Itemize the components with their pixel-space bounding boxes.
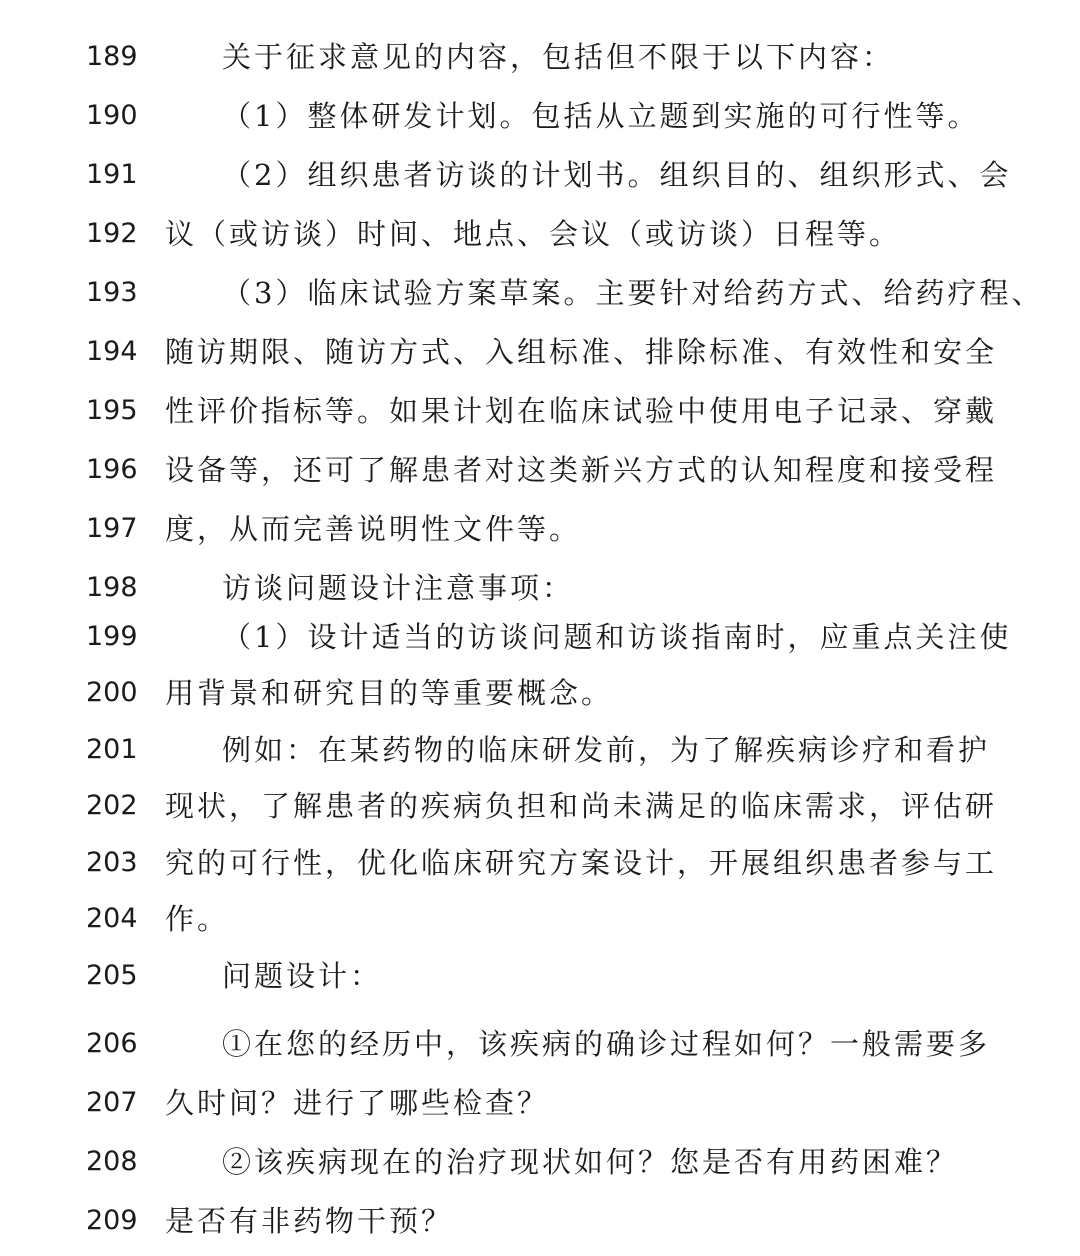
line-text: 随访期限、随访方式、入组标准、排除标准、有效性和安全 <box>165 335 998 369</box>
line-number: 208 <box>86 1146 138 1177</box>
line-text: 访谈问题设计注意事项： <box>222 571 575 605</box>
text-line <box>0 563 1080 613</box>
line-number: 202 <box>86 790 138 821</box>
line-text: 用背景和研究目的等重要概念。 <box>165 676 614 710</box>
line-number: 195 <box>86 395 138 426</box>
text-line <box>0 150 1080 200</box>
line-text: 设备等，还可了解患者对这类新兴方式的认知程度和接受程 <box>165 453 998 487</box>
text-line <box>0 209 1080 259</box>
line-number: 207 <box>86 1087 138 1118</box>
line-text: 问题设计： <box>222 959 383 993</box>
text-line <box>0 1019 1080 1069</box>
line-text: （2）组织患者访谈的计划书。组织目的、组织形式、会 <box>222 158 1012 192</box>
text-line <box>0 781 1080 831</box>
line-text: 现状，了解患者的疾病负担和尚未满足的临床需求，评估研 <box>165 789 998 823</box>
line-number: 209 <box>86 1205 138 1236</box>
line-number: 204 <box>86 903 138 934</box>
line-number: 189 <box>86 41 138 72</box>
line-text: 性评价指标等。如果计划在临床试验中使用电子记录、穿戴 <box>165 394 998 428</box>
text-line <box>0 612 1080 662</box>
text-line <box>0 445 1080 495</box>
text-line <box>0 838 1080 888</box>
line-text: （3）临床试验方案草案。主要针对给药方式、给药疗程、 <box>222 276 1044 310</box>
line-number: 194 <box>86 336 138 367</box>
line-text: （1）设计适当的访谈问题和访谈指南时，应重点关注使 <box>222 620 1012 654</box>
text-line <box>0 894 1080 944</box>
text-line <box>0 1137 1080 1187</box>
line-text: 作。 <box>165 902 230 936</box>
line-text: 议（或访谈）时间、地点、会议（或访谈）日程等。 <box>165 217 902 251</box>
line-text: （1）整体研发计划。包括从立题到实施的可行性等。 <box>222 99 980 133</box>
line-text: ②该疾病现在的治疗现状如何？您是否有用药困难？ <box>222 1145 959 1179</box>
text-line <box>0 725 1080 775</box>
text-line <box>0 951 1080 1001</box>
text-line <box>0 91 1080 141</box>
line-text: 度，从而完善说明性文件等。 <box>165 512 582 546</box>
text-line <box>0 386 1080 436</box>
line-text: 是否有非药物干预？ <box>165 1204 454 1238</box>
line-text: 究的可行性，优化临床研究方案设计，开展组织患者参与工 <box>165 846 998 880</box>
line-number: 201 <box>86 734 138 765</box>
text-line <box>0 327 1080 377</box>
line-number: 192 <box>86 218 138 249</box>
line-text: 关于征求意见的内容，包括但不限于以下内容： <box>222 40 895 74</box>
line-number: 197 <box>86 513 138 544</box>
line-number: 205 <box>86 960 138 991</box>
line-number: 191 <box>86 159 138 190</box>
text-line <box>0 32 1080 82</box>
text-line <box>0 504 1080 554</box>
line-number: 196 <box>86 454 138 485</box>
line-number: 190 <box>86 100 138 131</box>
line-text: ①在您的经历中，该疾病的确诊过程如何？一般需要多 <box>222 1027 991 1061</box>
line-number: 203 <box>86 847 138 878</box>
text-line <box>0 668 1080 718</box>
line-text: 久时间？进行了哪些检查？ <box>165 1086 550 1120</box>
text-line <box>0 268 1080 318</box>
text-line <box>0 1078 1080 1128</box>
line-number: 199 <box>86 621 138 652</box>
line-number: 206 <box>86 1028 138 1059</box>
line-number: 198 <box>86 572 138 603</box>
text-line <box>0 1196 1080 1246</box>
line-text: 例如：在某药物的临床研发前，为了解疾病诊疗和看护 <box>222 733 991 767</box>
line-number: 193 <box>86 277 138 308</box>
line-number: 200 <box>86 677 138 708</box>
